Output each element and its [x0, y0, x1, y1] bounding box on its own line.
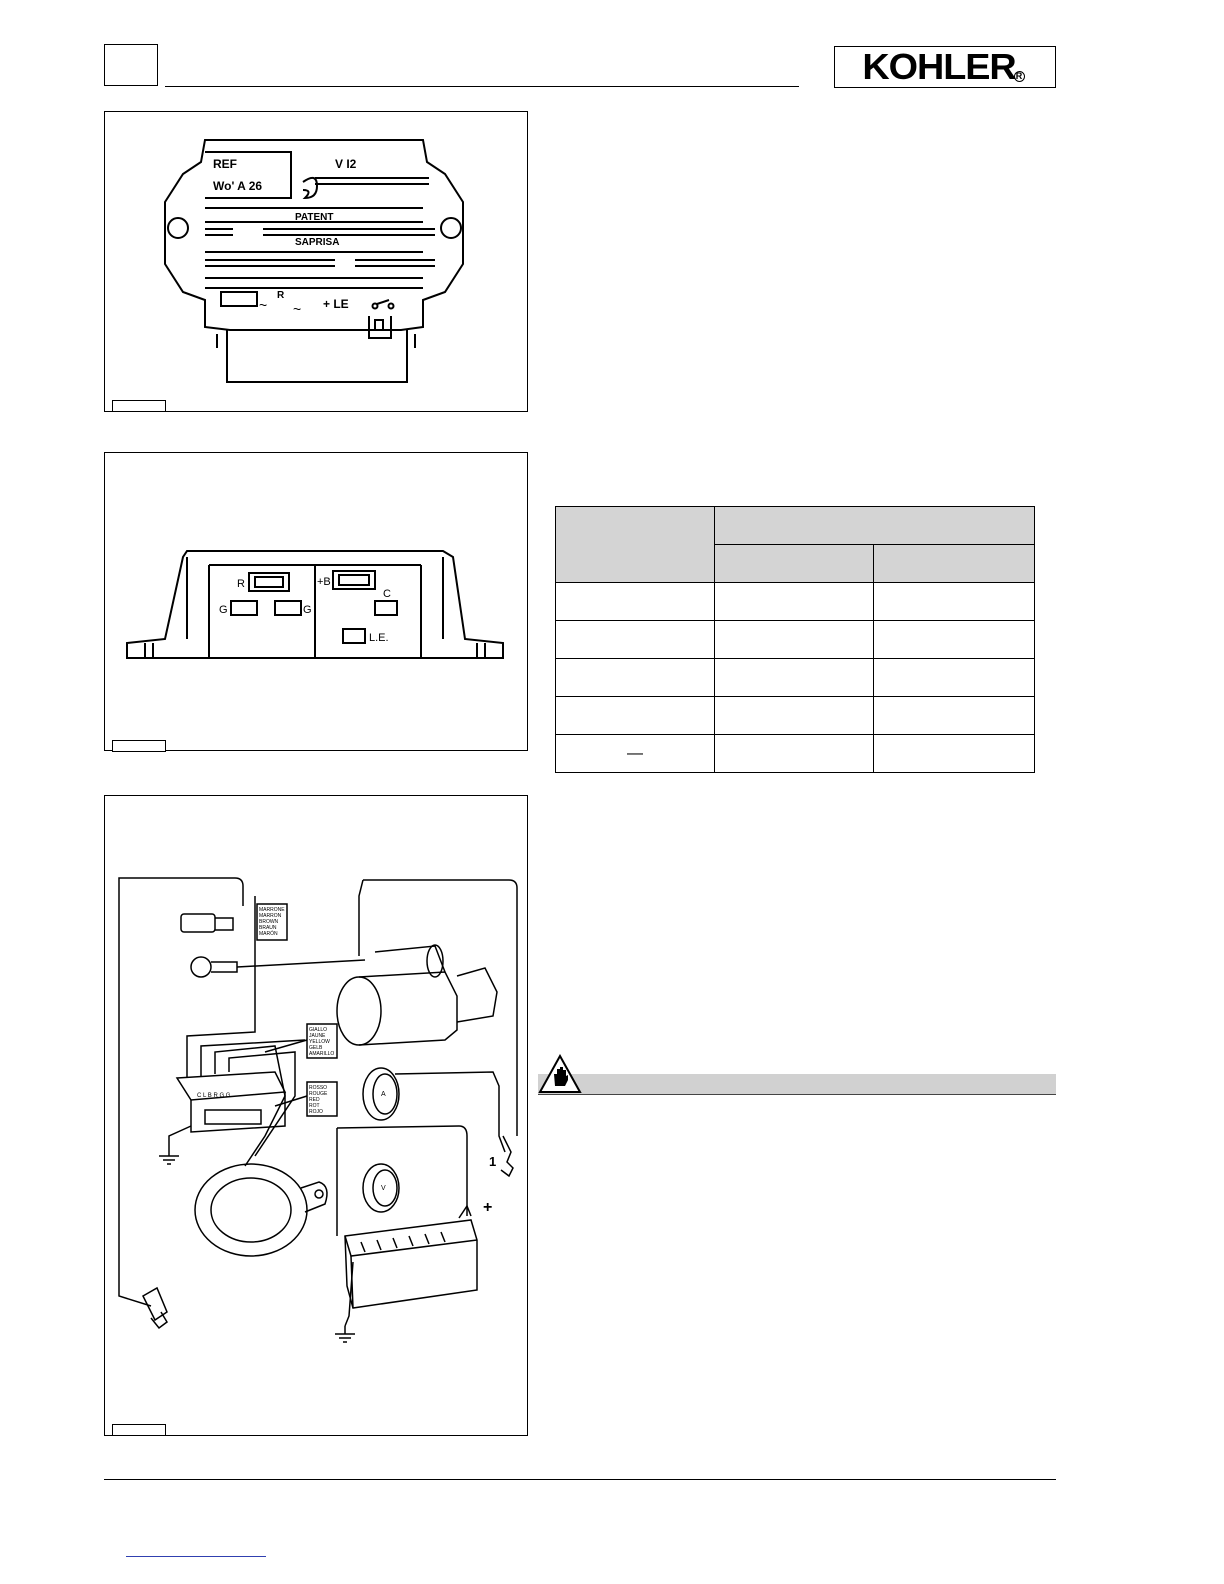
fig2-plus-b-label: +B	[317, 576, 331, 588]
table-row	[556, 735, 1035, 773]
table-row	[556, 659, 1035, 697]
regulator-icon	[105, 112, 527, 411]
table-header-cell	[715, 545, 874, 583]
callout-1: 1	[489, 1154, 497, 1169]
red-label-de: ROT	[309, 1103, 320, 1109]
yellow-label	[309, 1027, 334, 1057]
red-label	[309, 1085, 328, 1115]
yellow-label-fr: JAUNE	[309, 1033, 326, 1039]
brown-label-de: BRAUN	[259, 925, 277, 931]
warning-bar	[538, 1074, 1056, 1094]
red-label-it: ROSSO	[309, 1085, 328, 1091]
regulator-side-drawing	[105, 453, 527, 750]
yellow-label-es: AMARILLO	[309, 1051, 335, 1057]
battery-plus-label: +	[483, 1199, 493, 1216]
fig1-saprisa-label: SAPRISA	[295, 237, 340, 248]
brown-label-it: MARRONE	[259, 907, 285, 913]
yellow-label-de: GELB	[309, 1045, 323, 1051]
yellow-label-it: GIALLO	[309, 1027, 328, 1033]
voltmeter-icon: V	[381, 1185, 386, 1192]
fig2-g-right-label: G	[303, 604, 312, 616]
figure-wiring-diagram	[104, 795, 528, 1436]
table-row	[556, 621, 1035, 659]
fig1-patent-label: PATENT	[295, 212, 334, 223]
brown-label-en: BROWN	[259, 919, 279, 925]
minus-sign: —	[627, 744, 643, 762]
header-rule	[165, 86, 799, 87]
figure-regulator-top	[104, 111, 528, 412]
tilde-icon: ~	[293, 301, 302, 317]
tilde-icon: ~	[259, 297, 268, 313]
wiring-drawing	[105, 796, 527, 1435]
warning-hand-icon	[538, 1054, 582, 1094]
fig2-g-left-label: G	[219, 604, 228, 616]
brown-label-es: MARÓN	[259, 931, 278, 937]
fig1-plus-le-label: + LE	[323, 297, 349, 311]
figure-regulator-side	[104, 452, 528, 751]
logo-text: KOHLER	[861, 46, 1016, 87]
spec-table	[555, 506, 1035, 773]
table-header-cell	[556, 507, 715, 583]
red-label-es: ROJO	[309, 1109, 323, 1115]
table-header-cell	[874, 545, 1035, 583]
fig2-le-label: L.E.	[369, 632, 389, 644]
figure-tag	[112, 1424, 166, 1436]
ammeter-icon: A	[381, 1091, 386, 1098]
fig1-wo-label: Wo' A 26	[213, 179, 263, 193]
registered-mark: R	[1014, 71, 1025, 82]
figure-tag	[112, 740, 166, 752]
kohler-logo	[834, 46, 1056, 88]
table-header-row	[556, 507, 1035, 545]
brown-label-fr: MARRON	[259, 913, 282, 919]
figure-tag	[112, 400, 166, 412]
red-label-en: RED	[309, 1097, 320, 1103]
fig2-c-label: C	[383, 588, 391, 600]
fig1-ref-label: REF	[213, 157, 237, 171]
footer-rule	[104, 1479, 1056, 1480]
page-number-box	[104, 44, 158, 86]
footer-link-underline[interactable]	[126, 1556, 266, 1557]
brown-label	[259, 907, 285, 937]
warning-rule	[538, 1094, 1056, 1095]
regulator-connector-label: C L B R G G	[197, 1093, 231, 1099]
fig2-r-label: R	[237, 578, 245, 590]
table-row	[556, 583, 1035, 621]
fig1-r-label: R	[277, 290, 285, 301]
table-row	[556, 697, 1035, 735]
yellow-label-en: YELLOW	[309, 1039, 330, 1045]
fig1-v12-label: V I2	[335, 157, 357, 171]
table-header-cell	[715, 507, 1035, 545]
red-label-fr: ROUGE	[309, 1091, 328, 1097]
